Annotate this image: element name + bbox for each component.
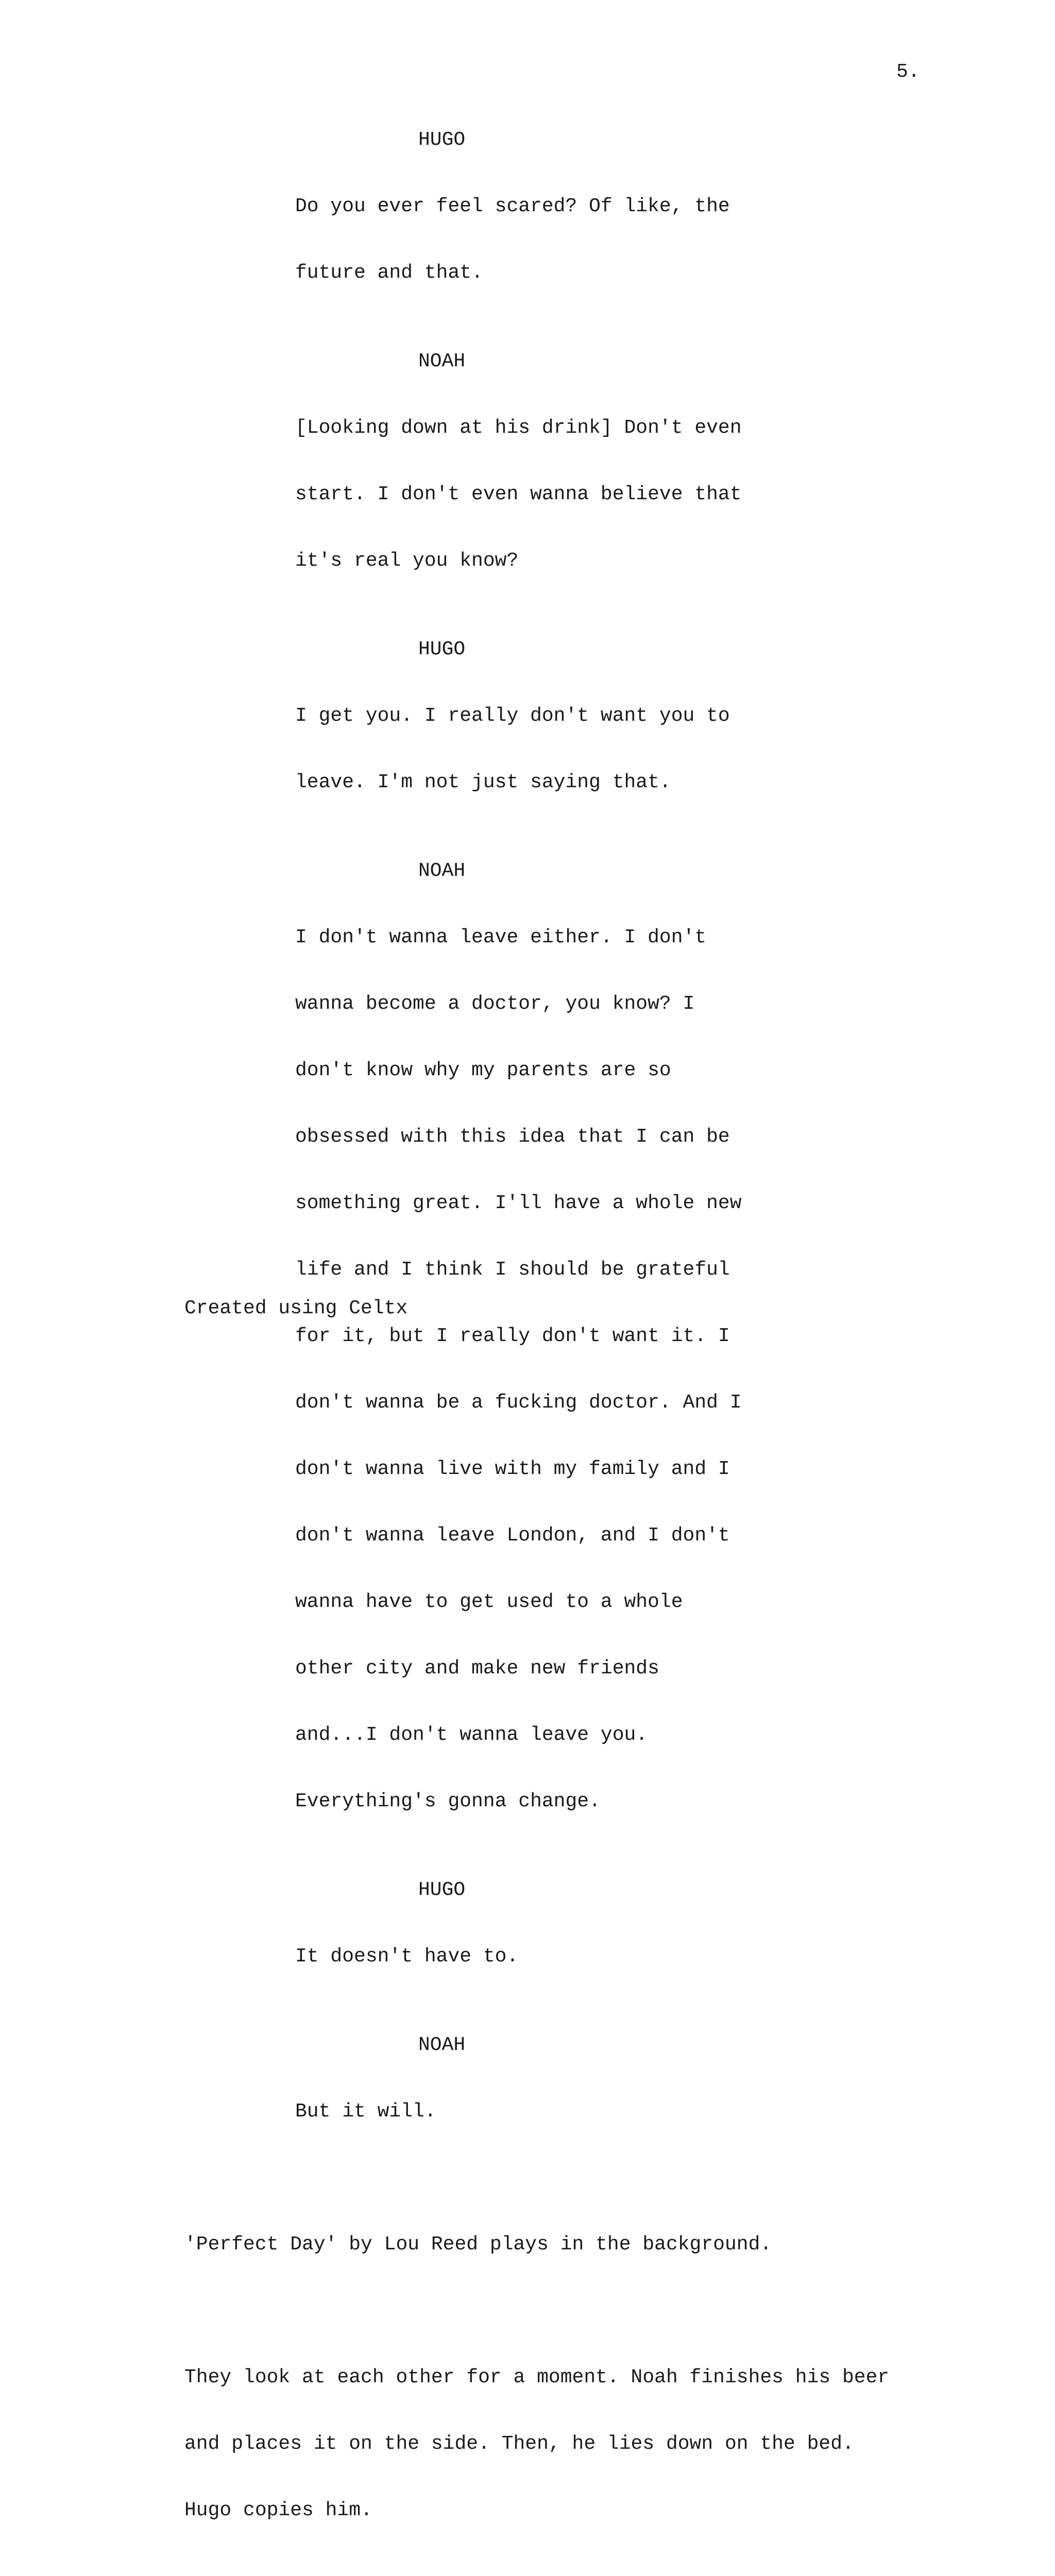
dialogue-line: and...I don't wanna leave you. [295,1724,648,1746]
dialogue-line: other city and make new friends [295,1657,659,1680]
action-line: and places it on the side. Then, he lies down on the bed. [184,2433,854,2455]
dialogue-line: It doesn't have to. [295,1945,519,1968]
dialogue-text [295,1901,790,2012]
dialogue-block [0,350,1055,616]
dialogue-line: for it, but I really don't want it. I [295,1325,730,1347]
dialogue-line: future and that. [295,262,483,284]
dialogue-line: start. I don't even wanna believe that [295,483,742,505]
dialogue-text [295,882,790,1857]
dialogue-text [295,151,790,328]
dialogue-line: obsessed with this idea that I can be [295,1126,730,1148]
character-name: HUGO [418,129,466,151]
dialogue-line: don't wanna live with my family and I [295,1458,730,1480]
dialogue-line: don't wanna leave London, and I don't [295,1524,730,1547]
screenplay-body [0,129,1055,2576]
dialogue-line: Everything's gonna change. [295,1790,601,1812]
action-line: 'Perfect Day' by Lou Reed plays in the background. [184,2233,772,2256]
character-name: NOAH [418,860,466,882]
dialogue-text [295,660,790,838]
dialogue-block [0,1879,1055,2012]
action-block [184,2322,947,2566]
dialogue-line: [Looking down at his drink] Don't even [295,417,742,439]
dialogue-block [0,860,1055,1857]
dialogue-line: it's real you know? [295,550,519,572]
dialogue-line: I don't wanna leave either. I don't [295,926,707,948]
action-block [184,2189,947,2300]
dialogue-line: leave. I'm not just saying that. [295,771,671,793]
action-line: They look at each other for a moment. Noah finishes his beer [184,2366,890,2388]
action-line: Hugo copies him. [184,2499,372,2521]
dialogue-block [0,638,1055,838]
footer-credit: Created using Celtx [184,1297,408,1319]
dialogue-line: wanna become a doctor, you know? I [295,993,695,1015]
dialogue-line: But it will. [295,2100,436,2123]
dialogue-text [295,372,790,616]
character-name: NOAH [418,2034,466,2056]
character-name: HUGO [418,1879,466,1901]
dialogue-line: don't know why my parents are so [295,1059,671,1081]
dialogue-line: something great. I'll have a whole new [295,1192,742,1214]
dialogue-block [0,129,1055,328]
dialogue-line: I get you. I really don't want you to [295,705,730,727]
dialogue-line: Do you ever feel scared? Of like, the [295,195,730,217]
dialogue-text [295,2056,790,2167]
dialogue-line: wanna have to get used to a whole [295,1591,683,1613]
dialogue-line: life and I think I should be grateful [295,1259,730,1281]
character-name: HUGO [418,638,466,660]
page-number: 5. [896,61,920,83]
dialogue-block [0,2034,1055,2167]
dialogue-line: don't wanna be a fucking doctor. And I [295,1392,742,1414]
character-name: NOAH [418,350,466,372]
